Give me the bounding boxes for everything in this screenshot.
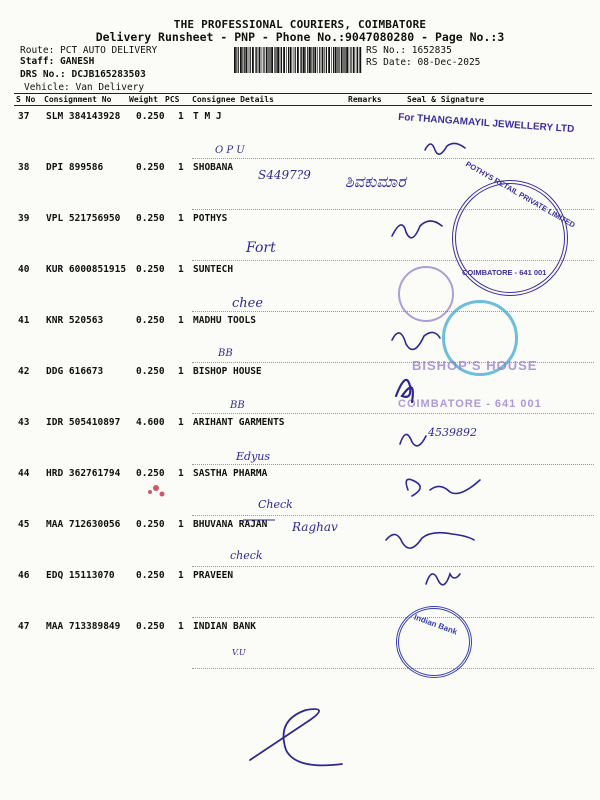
- cell-sno: 46: [18, 570, 30, 581]
- cell-consignment: IDR 505410897: [46, 417, 121, 428]
- signature-row39: [392, 221, 442, 238]
- cell-consignment: KUR 6000851915: [46, 264, 127, 275]
- cell-weight: 0.250: [136, 468, 165, 479]
- cell-consignee: SASTHA PHARMA: [193, 468, 268, 479]
- cell-consignee: BISHOP HOUSE: [193, 366, 262, 377]
- cell-pcs: 1: [178, 621, 184, 632]
- signature-bottom: [250, 709, 342, 765]
- cell-weight: 0.250: [136, 570, 165, 581]
- signature-row45: [386, 533, 474, 548]
- cell-sno: 37: [18, 111, 30, 122]
- cell-sno: 41: [18, 315, 30, 326]
- cell-pcs: 1: [178, 213, 184, 224]
- cell-consignment: VPL 521756950: [46, 213, 121, 224]
- handwriting-phone: S4497?9: [258, 168, 311, 182]
- cell-sno: 47: [18, 621, 30, 632]
- cell-consignment: MAA 713389849: [46, 621, 121, 632]
- col-remarks: Remarks: [348, 95, 382, 104]
- runsheet-subtitle: Delivery Runsheet - PNP - Phone No.:9047080280 - Page No.:3: [95, 30, 505, 44]
- cell-weight: 0.250: [136, 621, 165, 632]
- cell-consignee: BHUVANA RAJAN: [193, 519, 268, 530]
- cell-weight: 0.250: [136, 264, 165, 275]
- cell-sno: 39: [18, 213, 30, 224]
- cell-consignee: SUNTECH: [193, 264, 234, 275]
- col-weight: Weight: [129, 95, 158, 104]
- signature-row41: [392, 332, 440, 349]
- pothys-stamp-name: POTHYS RETAIL PRIVATE LIMITED: [464, 159, 577, 230]
- cell-consignee: MADHU TOOLS: [193, 315, 256, 326]
- cell-pcs: 1: [178, 570, 184, 581]
- handwriting-phone-2: 4539892: [428, 426, 477, 439]
- company-title: THE PROFESSIONAL COURIERS, COIMBATORE: [173, 18, 427, 31]
- cell-weight: 4.600: [136, 417, 165, 428]
- handwriting-bb-2: BB: [230, 400, 245, 411]
- handwriting-kannada: ಶಿವಕುಮಾರ: [345, 172, 406, 191]
- cell-pcs: 1: [178, 264, 184, 275]
- cell-pcs: 1: [178, 162, 184, 173]
- pothys-stamp-address: COIMBATORE - 641 001: [462, 268, 547, 277]
- bishop-stamp-address: COIMBATORE - 641 001: [398, 398, 542, 410]
- cell-consignment: EDQ 15113070: [46, 570, 115, 581]
- cell-sno: 42: [18, 366, 30, 377]
- cell-consignment: SLM 384143928: [46, 111, 121, 122]
- cell-pcs: 1: [178, 468, 184, 479]
- col-pcs: PCS: [165, 95, 180, 104]
- handwriting-raghav: Raghav: [292, 520, 338, 534]
- col-seal: Seal & Signature: [407, 95, 485, 104]
- cell-consignment: DPI 899586: [46, 162, 104, 173]
- cell-consignee: POTHYS: [193, 213, 228, 224]
- cell-weight: 0.250: [136, 519, 165, 530]
- cell-pcs: 1: [178, 519, 184, 530]
- handwriting-fort: Fort: [246, 240, 276, 256]
- indian-bank-stamp-name: Indian Bank: [412, 612, 459, 637]
- cell-consignee: T M J: [193, 111, 222, 122]
- cell-weight: 0.250: [136, 111, 165, 122]
- handwriting-bb-1: BB: [218, 348, 233, 359]
- handwriting-vu: V.U: [232, 648, 246, 657]
- staff-label: Staff: GANESH: [20, 56, 95, 67]
- vehicle-label: Vehicle: Van Delivery: [24, 82, 145, 93]
- signature-row42: [396, 380, 413, 402]
- cell-sno: 44: [18, 468, 30, 479]
- col-sno: S No: [16, 95, 36, 104]
- signature-row44: [406, 479, 480, 496]
- cell-pcs: 1: [178, 315, 184, 326]
- cell-pcs: 1: [178, 366, 184, 377]
- col-consignment: Consignment No: [44, 95, 112, 104]
- handwriting-check-2: check: [230, 549, 263, 562]
- cell-sno: 38: [18, 162, 30, 173]
- route-label: Route: PCT AUTO DELIVERY: [20, 45, 158, 56]
- cell-weight: 0.250: [136, 213, 165, 224]
- cell-consignment: KNR 520563: [46, 315, 104, 326]
- cell-weight: 0.250: [136, 162, 165, 173]
- cell-consignee: PRAVEEN: [193, 570, 234, 581]
- cell-consignee: ARIHANT GARMENTS: [193, 417, 285, 428]
- cell-pcs: 1: [178, 111, 184, 122]
- cell-sno: 40: [18, 264, 30, 275]
- cell-consignment: HRD 362761794: [46, 468, 121, 479]
- drs-number: DRS No.: DCJB165283503: [20, 69, 146, 80]
- thangamayil-stamp: For THANGAMAYIL JEWELLERY LTD: [397, 111, 575, 136]
- cell-consignment: DDG 616673: [46, 366, 104, 377]
- cell-consignee: SHOBANA: [193, 162, 234, 173]
- handwriting-check: Check: [258, 498, 293, 511]
- col-consignee: Consignee Details: [192, 95, 274, 104]
- cell-weight: 0.250: [136, 366, 165, 377]
- signature-row43: [400, 434, 426, 445]
- cell-sno: 43: [18, 417, 30, 428]
- cell-consignee: INDIAN BANK: [193, 621, 256, 632]
- cell-pcs: 1: [178, 417, 184, 428]
- ink-blot: [148, 485, 165, 497]
- rs-date: RS Date: 08-Dec-2025: [366, 57, 481, 68]
- cell-sno: 45: [18, 519, 30, 530]
- handwriting-cheer: chee: [232, 296, 264, 311]
- handwriting-opu: O P U: [215, 145, 245, 156]
- cell-weight: 0.250: [136, 315, 165, 326]
- signature-row46: [426, 574, 460, 585]
- cell-consignment: MAA 712630056: [46, 519, 121, 530]
- rs-number: RS No.: 1652835: [366, 45, 452, 56]
- signature-row37: [425, 143, 465, 154]
- handwriting-edyns: Edyus: [236, 450, 271, 463]
- bishop-stamp-name: BISHOP'S HOUSE: [412, 358, 538, 373]
